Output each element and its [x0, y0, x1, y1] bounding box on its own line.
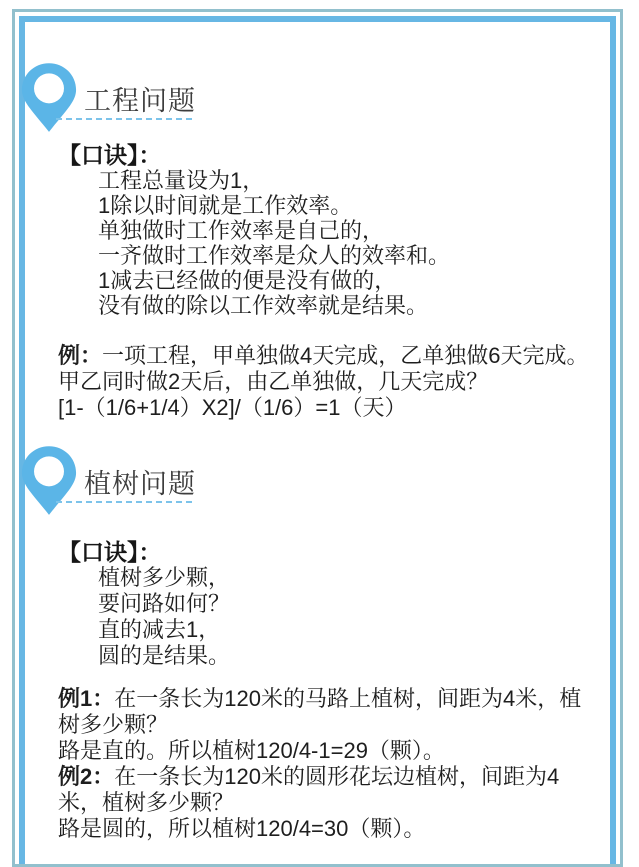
mnemonic-line: 植树多少颗， [98, 565, 231, 590]
section-tree-planting-problem [26, 445, 606, 842]
dashed-underline [56, 501, 192, 503]
mnemonic-lines [98, 168, 606, 318]
example-text: [1-（1/6+1/4）X2]/（1/6）=1（天） [58, 395, 407, 420]
mnemonic-label: 【口诀】： [58, 142, 162, 168]
examples-block [58, 686, 592, 842]
mnemonic-line: 没有做的除以工作效率就是结果。 [98, 293, 429, 318]
mnemonic-line: 1减去已经做的便是没有做的， [98, 268, 397, 293]
mnemonic-line: 圆的是结果。 [98, 643, 231, 668]
example-text: 一项工程，甲单独做4天完成，乙单独做6天完成。甲乙同时做2天后，由乙单独做，几天完成？ [58, 343, 589, 394]
page-content [26, 22, 606, 842]
example-label: 例： [58, 343, 103, 368]
location-pin-icon [20, 445, 78, 517]
mnemonic-block [26, 539, 606, 669]
example-text: 路是圆的，所以植树120/4=30（颗）。 [58, 816, 426, 841]
mnemonic-line: 工程总量设为1， [98, 168, 265, 193]
mnemonic-line: 1除以时间就是工作效率。 [98, 193, 353, 218]
mnemonic-line: 一齐做时工作效率是众人的效率和。 [98, 243, 451, 268]
example-text: 在一条长为120米的马路上植树，间距为4米，植树多少颗？ [58, 686, 582, 737]
example-paragraph [58, 343, 592, 395]
location-pin-icon [20, 62, 78, 134]
section-title: 植树问题 [84, 469, 196, 499]
example-solution [58, 395, 592, 421]
mnemonic-line: 要问路如何？ [98, 591, 231, 616]
examples-block [58, 343, 592, 421]
section-header [20, 62, 606, 134]
section-title: 工程问题 [84, 86, 196, 116]
mnemonic-block [26, 142, 606, 318]
section-header [20, 445, 606, 517]
mnemonic-line: 单独做时工作效率是自己的， [98, 218, 385, 243]
example-label: 例2： [58, 764, 115, 789]
example-solution [58, 738, 592, 764]
mnemonic-lines [98, 565, 606, 669]
example-solution [58, 816, 592, 842]
section-engineering-problem [26, 62, 606, 421]
dashed-underline [56, 118, 192, 120]
mnemonic-line: 直的减去1， [98, 617, 221, 642]
example-paragraph [58, 686, 592, 738]
example-text: 在一条长为120米的圆形花坛边植树，间距为4米，植树多少颗？ [58, 764, 560, 815]
mnemonic-label: 【口诀】： [58, 539, 162, 565]
example-label: 例1： [58, 686, 115, 711]
example-paragraph [58, 764, 592, 816]
example-text: 路是直的。所以植树120/4-1=29（颗）。 [58, 738, 445, 763]
